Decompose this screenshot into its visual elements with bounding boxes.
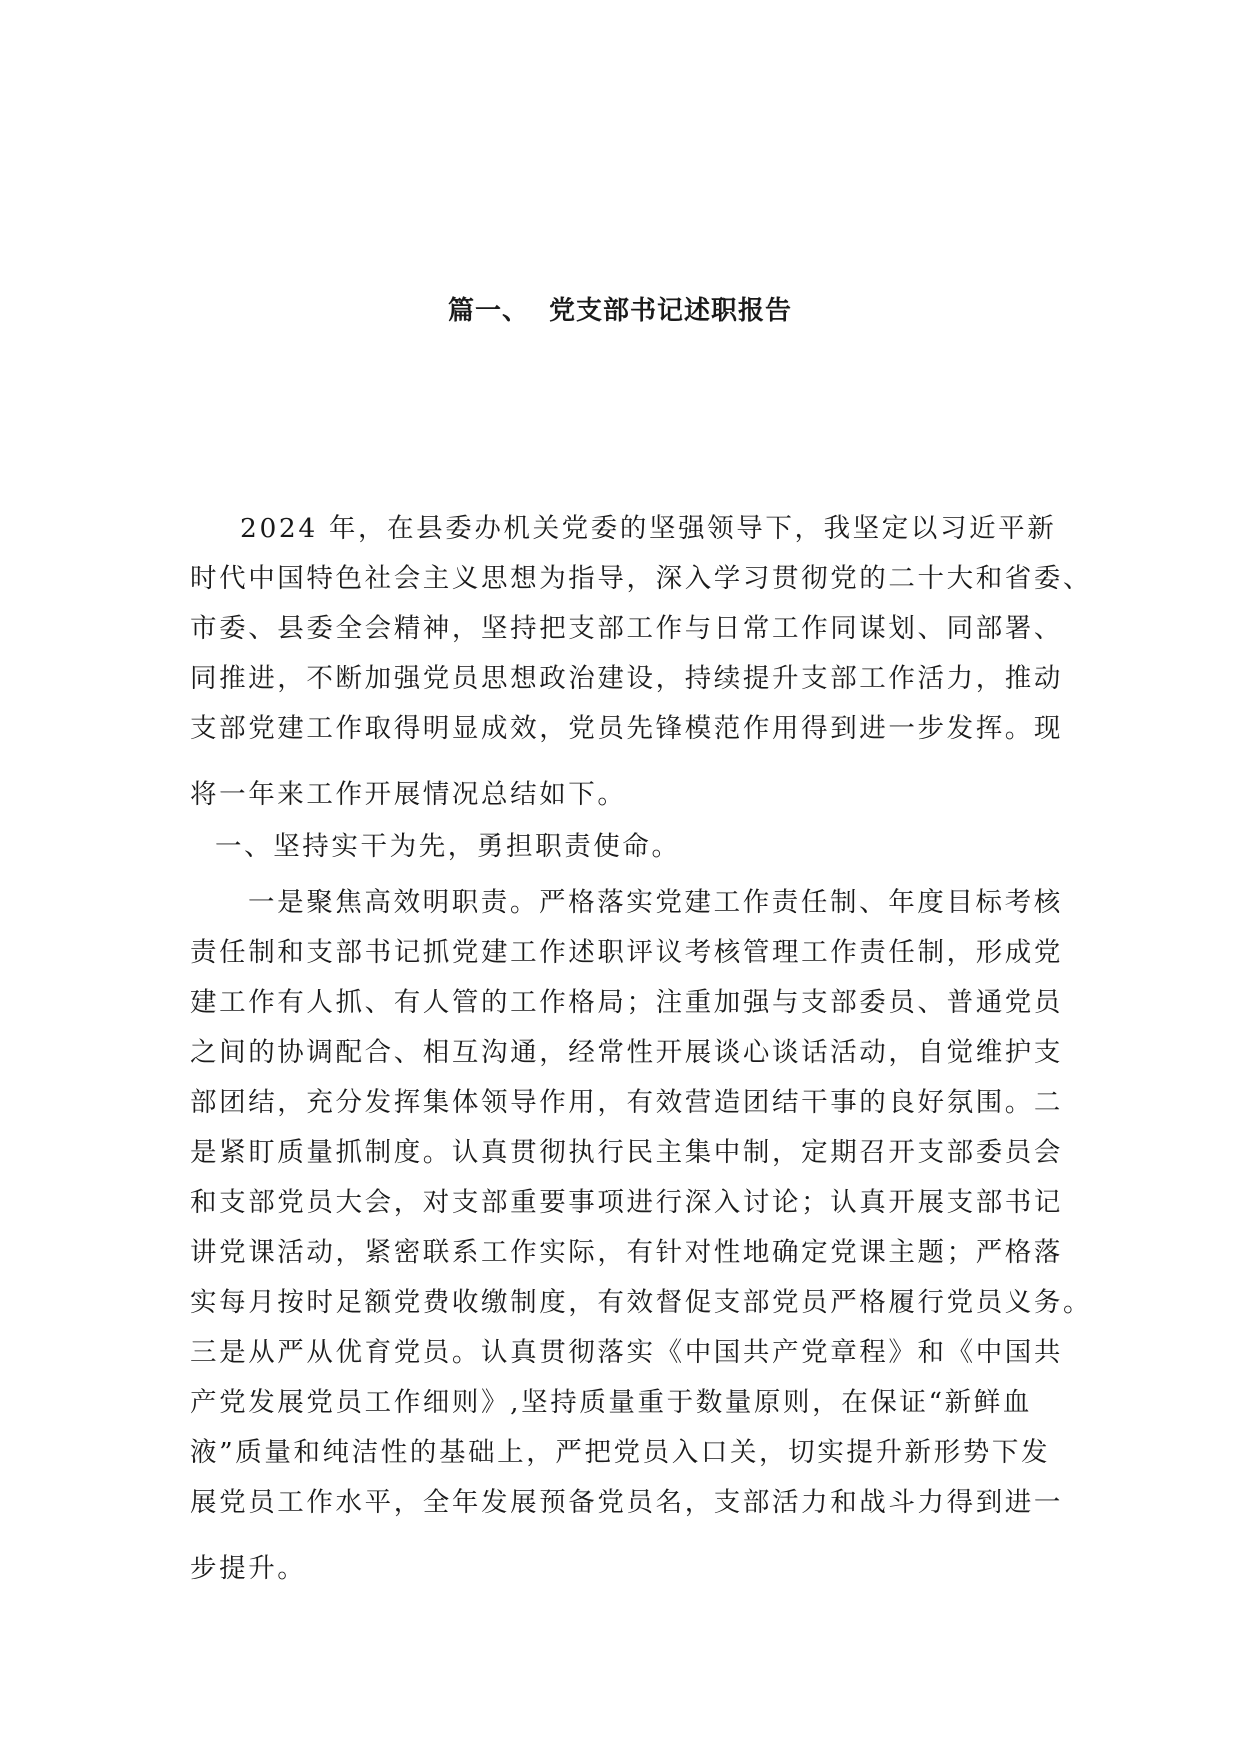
paragraph-line: 责任制和支部书记抓党建工作述职评议考核管理工作责任制，形成党 — [190, 937, 1063, 968]
paragraph-line: 2024 年，在县委办机关党委的坚强领导下，我坚定以习近平新 — [240, 513, 1057, 544]
document-title: 篇一、 党支部书记述职报告 — [447, 296, 793, 326]
paragraph-line: 将一年来工作开展情况总结如下。 — [190, 779, 627, 810]
paragraph-line: 步提升。 — [190, 1553, 307, 1584]
paragraph-line: 三是从严从优育党员。认真贯彻落实《中国共产党章程》和《中国共 — [190, 1337, 1063, 1368]
section-heading: 一、坚持实干为先，勇担职责使命。 — [215, 831, 681, 862]
paragraph-line: 实每月按时足额党费收缴制度，有效督促支部党员严格履行党员义务。 — [190, 1287, 1093, 1318]
paragraph-line: 同推进，不断加强党员思想政治建设，持续提升支部工作活力，推动 — [190, 663, 1063, 694]
paragraph-line: 是紧盯质量抓制度。认真贯彻执行民主集中制，定期召开支部委员会 — [190, 1137, 1063, 1168]
paragraph-line: 部团结，充分发挥集体领导作用，有效营造团结干事的良好氛围。二 — [190, 1087, 1063, 1118]
paragraph-line: 市委、县委全会精神，坚持把支部工作与日常工作同谋划、同部署、 — [190, 613, 1063, 644]
paragraph-line: 一是聚焦高效明职责。严格落实党建工作责任制、年度目标考核 — [248, 887, 1063, 918]
paragraph-line: 液”质量和纯洁性的基础上，严把党员入口关，切实提升新形势下发 — [190, 1437, 1051, 1468]
paragraph-line: 支部党建工作取得明显成效，党员先锋模范作用得到进一步发挥。现 — [190, 713, 1063, 744]
paragraph-line: 之间的协调配合、相互沟通，经常性开展谈心谈话活动，自觉维护支 — [190, 1037, 1063, 1068]
paragraph-line: 展党员工作水平，全年发展预备党员名，支部活力和战斗力得到进一 — [190, 1487, 1063, 1518]
paragraph-line: 和支部党员大会，对支部重要事项进行深入讨论；认真开展支部书记 — [190, 1187, 1063, 1218]
paragraph-line: 时代中国特色社会主义思想为指导，深入学习贯彻党的二十大和省委、 — [190, 563, 1093, 594]
paragraph-line: 产党发展党员工作细则》,坚持质量重于数量原则，在保证“新鲜血 — [190, 1387, 1032, 1418]
paragraph-line: 建工作有人抓、有人管的工作格局；注重加强与支部委员、普通党员 — [190, 987, 1063, 1018]
paragraph-line: 讲党课活动，紧密联系工作实际，有针对性地确定党课主题；严格落 — [190, 1237, 1063, 1268]
